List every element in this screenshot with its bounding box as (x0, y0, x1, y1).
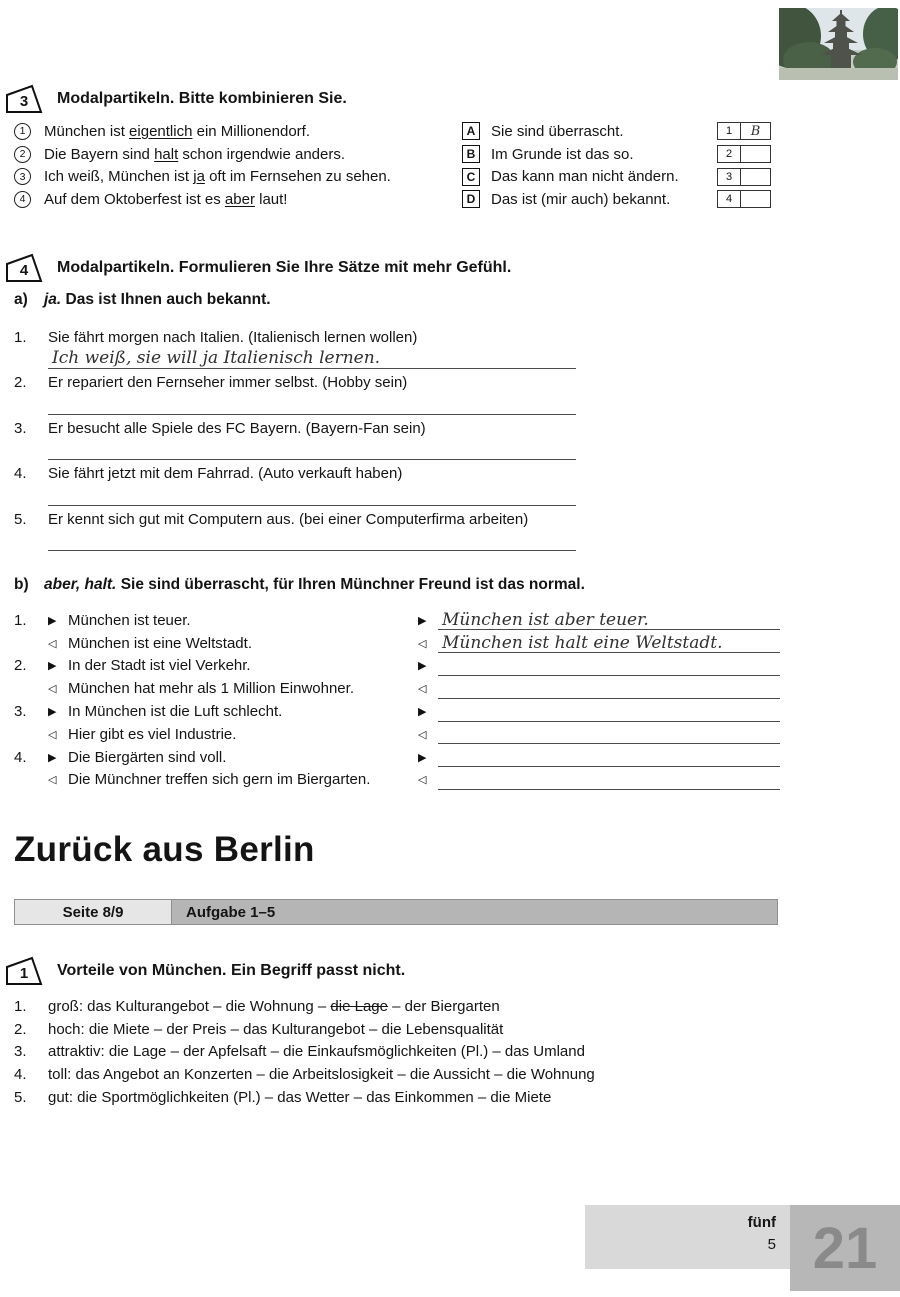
list-item: 3. attraktiv: die Lage – der Apfelsaft – die Einkaufsmöglichkeiten (Pl.) – das Umland (14, 1043, 585, 1061)
reply-icon: ◁ (418, 637, 427, 650)
dialog-row: 1. ▶ München ist teuer. ▶ München ist aber teuer. (14, 609, 780, 632)
prompt-sentence: Er besucht alle Spiele des FC Bayern. (Bayern-Fan sein) (48, 419, 426, 437)
prompt-sentence: Sie fährt jetzt mit dem Fahrrad. (Auto verkauft haben) (48, 465, 403, 482)
answer-line[interactable] (48, 394, 576, 415)
exercise-3-header (5, 84, 347, 114)
word-list: toll: das Angebot an Konzerten – die Arbeitslosigkeit – die Aussicht – die Wohnung (48, 1066, 595, 1084)
speaker-icon: ▶ (418, 660, 427, 673)
speaker-icon: ▶ (418, 614, 427, 627)
rewrite-item: 3. Er besucht alle Spiele des FC Bayern. (Bayern-Fan sein) (14, 417, 780, 463)
answer-line[interactable]: Ich weiß, sie will ja Italienisch lernen. (48, 348, 576, 369)
answer-input-box[interactable] (741, 168, 771, 186)
speaker-icon: ▶ (48, 614, 57, 627)
match-row (14, 188, 780, 211)
section-heading: Zurück aus Berlin (14, 830, 315, 869)
option-letter-box: C (462, 168, 480, 186)
exercise-3-number: 3 (19, 93, 29, 110)
word-list: groß: das Kulturangebot – die Wohnung – die Lage – der Biergarten (48, 997, 500, 1015)
tower-photo-graphic (779, 8, 898, 80)
dialog-row: ◁ München ist eine Weltstadt. ◁ München ist halt eine Weltstadt. (14, 632, 780, 655)
answer-input-box[interactable] (741, 190, 771, 208)
reply-icon: ◁ (48, 637, 57, 650)
exercise-4-number: 4 (19, 262, 29, 279)
dialog-row: 4. ▶ Die Biergärten sind voll. ▶ (14, 746, 780, 769)
list-item: 1. groß: das Kulturangebot – die Wohnung – die Lage – der Biergarten (14, 997, 500, 1015)
option-letter-box: B (462, 145, 480, 163)
dialog-row: ◁ München hat mehr als 1 Million Einwohner. ◁ (14, 677, 780, 700)
footer-text (748, 1214, 776, 1253)
item-number-circle: 4 (14, 191, 31, 208)
reply-icon: ◁ (418, 728, 427, 741)
match-sentence: Auf dem Oktoberfest ist es aber laut! (44, 190, 288, 208)
match-sentence: München ist eigentlich ein Millionendorf. (44, 122, 310, 140)
speaker-icon: ▶ (48, 751, 57, 764)
answer-line[interactable] (438, 747, 780, 767)
answer-line[interactable] (438, 702, 780, 722)
page-number-box (790, 1205, 900, 1291)
word-list: attraktiv: die Lage – der Apfelsaft – die Einkaufsmöglichkeiten (Pl.) – das Umland (48, 1043, 585, 1061)
match-sentence: Die Bayern sind halt schon irgendwie anders. (44, 145, 346, 163)
exercise-3-title: Modalpartikeln. Bitte kombinieren Sie. (57, 90, 347, 107)
dialog-row: ◁ Die Münchner treffen sich gern im Biergarten. ◁ (14, 769, 780, 792)
speaker-icon: ▶ (418, 751, 427, 764)
option-text: Sie sind überrascht. (491, 122, 624, 140)
match-row (14, 143, 780, 166)
rewrite-item: 2. Er repariert den Fernseher immer selbst. (Hobby sein) (14, 372, 780, 418)
answer-line[interactable] (48, 439, 576, 460)
word-list: gut: die Sportmöglichkeiten (Pl.) – das Wetter – das Einkommen – die Miete (48, 1089, 552, 1107)
rewrite-item: 4. Sie fährt jetzt mit dem Fahrrad. (Auto verkauft haben) (14, 463, 780, 509)
answer-line[interactable]: München ist halt eine Weltstadt. (438, 633, 780, 653)
part-b-lead: b) aber, halt. Sie sind überrascht, für Ihren Münchner Freund ist das normal. (14, 576, 585, 593)
option-text: Im Grunde ist das so. (491, 145, 634, 163)
answer-number-box: 3 (717, 168, 741, 186)
part-b-items (14, 609, 780, 791)
answer-input-box[interactable] (741, 145, 771, 163)
page-word: fünf (747, 1214, 776, 1231)
part-a-items (14, 326, 780, 554)
prompt-sentence: Er repariert den Fernseher immer selbst. (Hobby sein) (48, 374, 408, 391)
answer-line[interactable] (438, 679, 780, 699)
item-number-circle: 1 (14, 123, 31, 140)
exercise-1-header (5, 956, 405, 986)
option-text: Das kann man nicht ändern. (491, 168, 679, 186)
answer-line[interactable] (438, 656, 780, 676)
prompt-sentence: Er kennt sich gut mit Computern aus. (bei einer Computerfirma arbeiten) (48, 510, 529, 528)
answer-number-box: 4 (717, 190, 741, 208)
option-letter-box: D (462, 190, 480, 208)
crossed-out-word[interactable]: die Lage (330, 997, 388, 1015)
speaker-icon: ▶ (418, 706, 427, 719)
exercise-1-body (14, 995, 794, 1109)
answer-number-box: 2 (717, 145, 741, 163)
item-number-circle: 2 (14, 146, 31, 163)
answer-line[interactable]: München ist aber teuer. (438, 610, 780, 630)
exercise-4-header (5, 253, 511, 283)
reply-icon: ◁ (48, 774, 57, 787)
answer-line[interactable] (48, 485, 576, 506)
answer-input-box[interactable]: B (741, 122, 771, 140)
option-letter-box: A (462, 122, 480, 140)
list-item: 4. toll: das Angebot an Konzerten – die Arbeitslosigkeit – die Aussicht – die Wohnung (14, 1066, 595, 1084)
task-reference: Aufgabe 1–5 (172, 899, 778, 925)
speaker-icon: ▶ (48, 660, 57, 673)
answer-line[interactable] (438, 770, 780, 790)
reply-icon: ◁ (418, 774, 427, 787)
exercise-3-body (14, 120, 780, 211)
footer-strip (585, 1205, 790, 1269)
reply-icon: ◁ (48, 683, 57, 696)
item-number-circle: 3 (14, 168, 31, 185)
reply-icon: ◁ (48, 728, 57, 741)
word-list: hoch: die Miete – der Preis – das Kulturangebot – die Lebensqualität (48, 1020, 504, 1038)
reference-bar (14, 899, 778, 925)
exercise-4-title: Modalpartikeln. Formulieren Sie Ihre Sätze mit mehr Gefühl. (57, 259, 512, 276)
exercise-1-title: Vorteile von München. Ein Begriff passt nicht. (57, 962, 406, 979)
speaker-icon: ▶ (48, 706, 57, 719)
dialog-row: 2. ▶ In der Stadt ist viel Verkehr. ▶ (14, 655, 780, 678)
exercise-4-badge (5, 253, 43, 283)
exercise-3-badge (5, 84, 43, 114)
dialog-row: ◁ Hier gibt es viel Industrie. ◁ (14, 723, 780, 746)
list-item: 5. gut: die Sportmöglichkeiten (Pl.) – das Wetter – das Einkommen – die Miete (14, 1089, 552, 1107)
exercise-1-number: 1 (19, 965, 29, 982)
answer-line[interactable] (438, 724, 780, 744)
page-small-number: 5 (767, 1236, 776, 1253)
match-row (14, 165, 780, 188)
match-sentence: Ich weiß, München ist ja oft im Fernsehen zu sehen. (44, 168, 391, 186)
rewrite-item: 1. Sie fährt morgen nach Italien. (Italienisch lernen wollen) Ich weiß, sie will ja Italienisch lernen. (14, 326, 780, 372)
rewrite-item: 5. Er kennt sich gut mit Computern aus. (bei einer Computerfirma arbeiten) (14, 508, 780, 554)
page-reference: Seite 8/9 (14, 899, 172, 925)
chinese-tower-photo (779, 8, 898, 80)
list-item: 2. hoch: die Miete – der Preis – das Kulturangebot – die Lebensqualität (14, 1020, 504, 1038)
reply-icon: ◁ (418, 683, 427, 696)
prompt-sentence: Sie fährt morgen nach Italien. (Italienisch lernen wollen) (48, 328, 418, 346)
page-number: 21 (812, 1215, 878, 1281)
exercise-1-badge (5, 956, 43, 986)
answer-number-box: 1 (717, 122, 741, 140)
part-a-lead: a) ja. Das ist Ihnen auch bekannt. (14, 291, 271, 308)
option-text: Das ist (mir auch) bekannt. (491, 190, 671, 208)
dialog-row: 3. ▶ In München ist die Luft schlecht. ▶ (14, 700, 780, 723)
match-row (14, 120, 780, 143)
answer-line[interactable] (48, 530, 576, 551)
